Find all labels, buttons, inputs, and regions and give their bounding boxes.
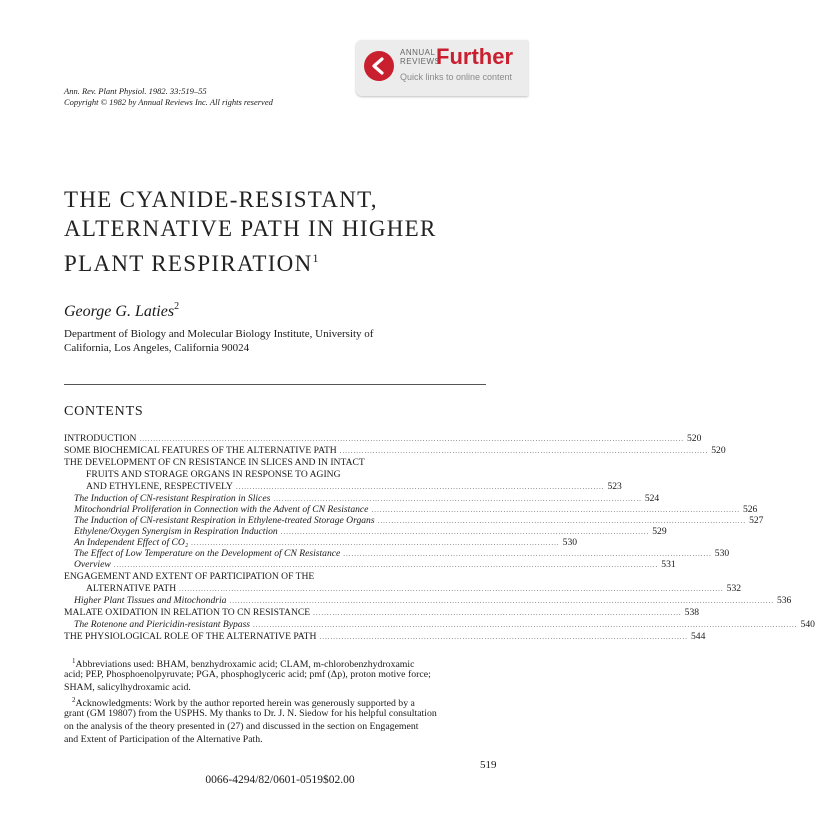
footnote-2-line-1: $^2$Acknowledgments: Work by the author reported herein was generously supported by a (72, 696, 415, 709)
badge-further-label: Further (436, 44, 513, 69)
arrow-circle-icon (364, 51, 394, 81)
toc-entry: AND ETHYLENE, RESPECTIVELY ...................................................................................................................................... 523 (86, 481, 622, 492)
copyright-notice: Copyright © 1982 by Annual Reviews Inc. All rights reserved (64, 97, 273, 107)
page-number: 519 (480, 759, 497, 771)
toc-entry: Overview ...................................................................................................................................................................................................... 531 (74, 559, 676, 570)
toc-entry: Mitochondrial Proliferation in Connection with the Advent of CN Resistance ...................................................................................................................................... 526 (74, 504, 758, 515)
toc-entry: FRUITS AND STORAGE ORGANS IN RESPONSE TO AGING (86, 469, 341, 480)
footnote-2-line-2: grant (GM 19807) from the USPHS. My thanks to Dr. J. N. Siedow for his helpful consultation (64, 708, 437, 719)
title-line-3 (64, 244, 319, 278)
title-line-1: THE CYANIDE-RESISTANT, (64, 187, 378, 212)
author-name-text: George G. Laties (64, 303, 175, 320)
title-footnote-mark: 1 (312, 251, 319, 265)
toc-entry: The Effect of Low Temperature on the Development of CN Resistance ...................................................................................................................................... 530 (74, 548, 730, 559)
author-footnote-mark: 2 (174, 301, 180, 312)
toc-entry: Higher Plant Tissues and Mitochondria ...................................................................................................................................................................................................... 536 (74, 595, 792, 606)
toc-entry: The Rotenone and Piericidin-resistant Bypass ...................................................................................................................................................................................................... 540 (74, 619, 815, 630)
footnote-2-mark: 2 (72, 696, 76, 704)
footnote-2-line-3: on the analysis of the theory presented in (27) and discussed in the section on Engagement (64, 721, 419, 732)
affiliation-line-2: California, Los Angeles, California 90024 (64, 342, 250, 354)
toc-entry: SOME BIOCHEMICAL FEATURES OF THE ALTERNATIVE PATH ...................................................................................................................................... 520 (64, 445, 726, 456)
toc-entry: Ethylene/Oxygen Synergism in Respiration Induction ...................................................................................................................................... 529 (74, 526, 667, 537)
author-name (64, 297, 179, 322)
toc-entry: An Independent Effect of CO₂ ...................................................................................................................................... 530 (74, 537, 578, 548)
footnote-1-line-2: acid; PEP, Phosphoenolpyruvate; PGA, phosphoglyceric acid; pmf (Δp), proton motive force; (64, 669, 431, 680)
toc-entry: THE PHYSIOLOGICAL ROLE OF THE ALTERNATIVE PATH ...................................................................................................................................... 544 (64, 631, 706, 642)
title-line-2: ALTERNATIVE PATH IN HIGHER (64, 216, 437, 241)
badge-annual-label: ANNUAL (400, 48, 436, 57)
footnote-1-mark: 1 (72, 657, 76, 665)
title-line-3-text: PLANT RESPIRATION (64, 251, 313, 276)
toc-entry: ALTERNATIVE PATH ...................................................................................................................................................................................................... 532 (86, 583, 742, 594)
toc-entry: INTRODUCTION ...................................................................................................................................................................................................... 520 (64, 433, 702, 444)
section-divider (64, 384, 486, 385)
contents-heading: CONTENTS (64, 404, 144, 419)
badge-subtitle: Quick links to online content (400, 72, 513, 82)
journal-citation: Ann. Rev. Plant Physiol. 1982. 33:519–55 (64, 86, 207, 96)
further-badge[interactable] (356, 40, 528, 96)
issn-code: 0066-4294/82/0601-0519$02.00 (205, 774, 355, 786)
footnote-1-line-1: $^1$Abbreviations used: BHAM, benzhydroxamic acid; CLAM, m-chlorobenzhydroxamic (72, 657, 415, 670)
badge-reviews-label: REVIEWS (400, 57, 441, 66)
toc-entry: The Induction of CN-resistant Respiration in Slices ...................................................................................................................................... 524 (74, 493, 660, 504)
footnote-2-line-4: and Extent of Participation of the Alternative Path. (64, 734, 263, 745)
toc-entry: THE DEVELOPMENT OF CN RESISTANCE IN SLICES AND IN INTACT (64, 457, 365, 468)
toc-entry: MALATE OXIDATION IN RELATION TO CN RESISTANCE ...................................................................................................................................... 538 (64, 607, 700, 618)
toc-entry: The Induction of CN-resistant Respiration in Ethylene-treated Storage Organs ...................................................................................................................................... 527 (74, 515, 764, 526)
toc-entry: ENGAGEMENT AND EXTENT OF PARTICIPATION OF THE (64, 571, 315, 582)
footnote-1-line-3: SHAM, salicylhydroxamic acid. (64, 682, 191, 693)
affiliation-line-1: Department of Biology and Molecular Biology Institute, University of (64, 328, 374, 340)
